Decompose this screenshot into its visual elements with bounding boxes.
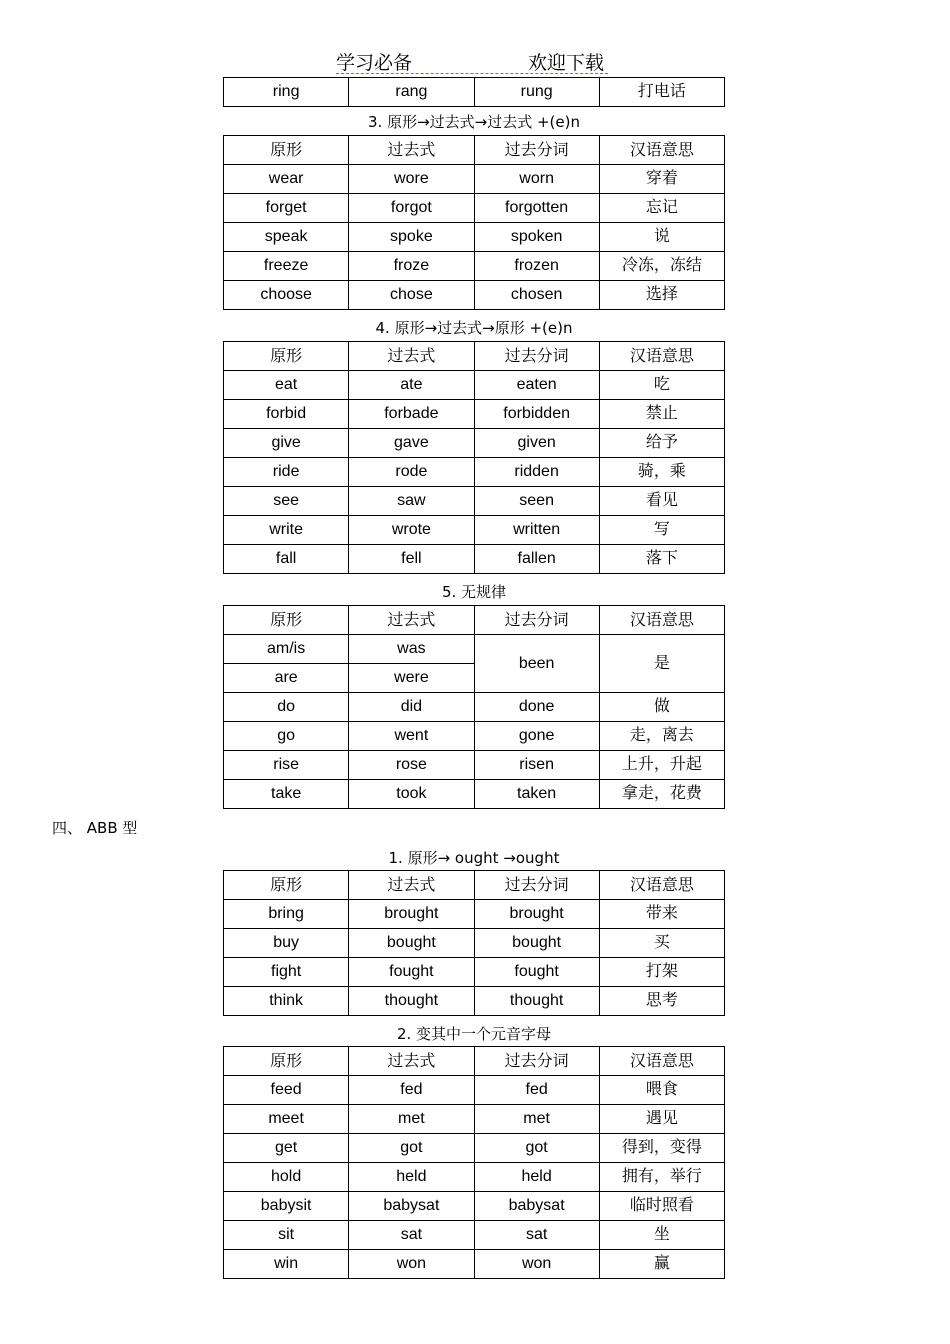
- cell-chinese-meaning: 忘记: [599, 194, 724, 223]
- cell-base-form: hold: [224, 1163, 349, 1192]
- header-past-tense: 过去式: [349, 342, 474, 371]
- header-past-participle: 过去分词: [474, 871, 599, 900]
- table-row: [224, 429, 725, 458]
- header-base-form: 原形: [224, 136, 349, 165]
- table-row: [224, 78, 725, 107]
- cell-base-form: fight: [224, 958, 349, 987]
- table-row: [224, 487, 725, 516]
- table-header-row: [224, 1047, 725, 1076]
- cell-chinese-meaning: 上升，升起: [599, 751, 724, 780]
- cell-past-participle: seen: [474, 487, 599, 516]
- section-title-abb: 四、 ABB 型: [52, 819, 138, 837]
- table-row: [224, 545, 725, 574]
- cell-past-tense: won: [349, 1250, 474, 1279]
- table-row: [224, 281, 725, 310]
- cell-past-participle: brought: [474, 900, 599, 929]
- cell-past-tense: held: [349, 1163, 474, 1192]
- cell-past-tense: forgot: [349, 194, 474, 223]
- header-chinese-meaning: 汉语意思: [599, 606, 724, 635]
- caption-ought: 1. 原形→ ought →ought: [388, 849, 560, 867]
- cell-base-form: feed: [224, 1076, 349, 1105]
- verb-table-pattern-4: [223, 341, 725, 574]
- table-row: [224, 252, 725, 281]
- header-past-participle: 过去分词: [474, 342, 599, 371]
- cell-base-form: freeze: [224, 252, 349, 281]
- cell-base-form: meet: [224, 1105, 349, 1134]
- cell-base-form: eat: [224, 371, 349, 400]
- table-row: [224, 165, 725, 194]
- cell-base-form: buy: [224, 929, 349, 958]
- header-past-tense: 过去式: [349, 606, 474, 635]
- cell-past-participle: held: [474, 1163, 599, 1192]
- table-row: [224, 693, 725, 722]
- caption-pattern-4: 4. 原形→过去式→原形 +(e)n: [375, 319, 573, 337]
- table-header-row: [224, 136, 725, 165]
- verb-table-pattern-3: [223, 135, 725, 310]
- cell-chinese-meaning: 赢: [599, 1250, 724, 1279]
- table-row: [224, 1163, 725, 1192]
- header-past-tense: 过去式: [349, 1047, 474, 1076]
- cell-chinese-meaning: 说: [599, 223, 724, 252]
- cell-chinese-meaning: 选择: [599, 281, 724, 310]
- cell-base-form: choose: [224, 281, 349, 310]
- cell-chinese-meaning: 带来: [599, 900, 724, 929]
- cell-past-tense: fought: [349, 958, 474, 987]
- table-row: [224, 751, 725, 780]
- cell-past-participle: won: [474, 1250, 599, 1279]
- cell-past-tense: spoke: [349, 223, 474, 252]
- table-row: [224, 958, 725, 987]
- header-past-participle: 过去分词: [474, 1047, 599, 1076]
- table-row: [224, 722, 725, 751]
- cell-past-participle: gone: [474, 722, 599, 751]
- cell-base-form: win: [224, 1250, 349, 1279]
- cell-past-participle: done: [474, 693, 599, 722]
- cell-chinese-meaning: 走，离去: [599, 722, 724, 751]
- cell-past-participle: risen: [474, 751, 599, 780]
- cell-past-tense: took: [349, 780, 474, 809]
- cell-past-participle: forbidden: [474, 400, 599, 429]
- table-row: [224, 458, 725, 487]
- header-chinese-meaning: 汉语意思: [599, 871, 724, 900]
- header-past-participle: 过去分词: [474, 606, 599, 635]
- caption-pattern-3: 3. 原形→过去式→过去式 +(e)n: [368, 113, 580, 131]
- cell-base-form: ride: [224, 458, 349, 487]
- cell-chinese-meaning: 坐: [599, 1221, 724, 1250]
- header-right-text: 欢迎下载: [528, 52, 605, 74]
- cell-base-form: give: [224, 429, 349, 458]
- cell-base-form: bring: [224, 900, 349, 929]
- cell-past-tense: froze: [349, 252, 474, 281]
- cell-past-participle: been: [474, 635, 599, 693]
- table-row: [224, 1134, 725, 1163]
- cell-base-form: get: [224, 1134, 349, 1163]
- cell-past-tense: ate: [349, 371, 474, 400]
- cell-past-tense: wrote: [349, 516, 474, 545]
- cell-past-tense: gave: [349, 429, 474, 458]
- header-base-form: 原形: [224, 606, 349, 635]
- table-row: [224, 1105, 725, 1134]
- cell-chinese-meaning: 落下: [599, 545, 724, 574]
- table-row: [224, 635, 725, 664]
- cell-chinese-meaning: 买: [599, 929, 724, 958]
- cell-past-tense: met: [349, 1105, 474, 1134]
- cell-base-form: speak: [224, 223, 349, 252]
- cell-chinese-meaning: 喂食: [599, 1076, 724, 1105]
- cell-chinese-meaning: 看见: [599, 487, 724, 516]
- cell-past-tense: got: [349, 1134, 474, 1163]
- cell-past-tense: fell: [349, 545, 474, 574]
- cell-past-participle: thought: [474, 987, 599, 1016]
- cell-past-participle: fought: [474, 958, 599, 987]
- cell-base-form: are: [224, 664, 349, 693]
- cell-base-form: forget: [224, 194, 349, 223]
- cell-past-participle: fallen: [474, 545, 599, 574]
- header-past-participle: 过去分词: [474, 136, 599, 165]
- cell-chinese-meaning: 得到，变得: [599, 1134, 724, 1163]
- cell-past-participle: got: [474, 1134, 599, 1163]
- caption-irregular: 5. 无规律: [441, 583, 507, 601]
- header-chinese-meaning: 汉语意思: [599, 1047, 724, 1076]
- cell-past-participle: taken: [474, 780, 599, 809]
- cell-chinese-meaning: 穿着: [599, 165, 724, 194]
- cell-past-tense: rode: [349, 458, 474, 487]
- cell-chinese-meaning: 禁止: [599, 400, 724, 429]
- verb-table-vowel-change: [223, 1046, 725, 1279]
- cell-chinese-meaning: 给予: [599, 429, 724, 458]
- cell-base-form: forbid: [224, 400, 349, 429]
- cell-chinese-meaning: 打电话: [599, 78, 724, 107]
- cell-chinese-meaning: 是: [599, 635, 724, 693]
- cell-past-participle: ridden: [474, 458, 599, 487]
- header-dashed-underline: [336, 73, 608, 74]
- table-row: [224, 1250, 725, 1279]
- cell-past-tense: rose: [349, 751, 474, 780]
- cell-past-participle: babysat: [474, 1192, 599, 1221]
- page-header: [336, 46, 612, 76]
- table-header-row: [224, 342, 725, 371]
- cell-chinese-meaning: 冷冻，冻结: [599, 252, 724, 281]
- table-row: [224, 194, 725, 223]
- cell-past-tense: did: [349, 693, 474, 722]
- header-base-form: 原形: [224, 1047, 349, 1076]
- cell-base-form: write: [224, 516, 349, 545]
- cell-past-participle: given: [474, 429, 599, 458]
- header-past-tense: 过去式: [349, 136, 474, 165]
- table-row: [224, 371, 725, 400]
- cell-past-participle: bought: [474, 929, 599, 958]
- cell-chinese-meaning: 吃: [599, 371, 724, 400]
- cell-past-tense: brought: [349, 900, 474, 929]
- cell-chinese-meaning: 拥有，举行: [599, 1163, 724, 1192]
- header-left-text: 学习必备: [336, 52, 413, 74]
- header-chinese-meaning: 汉语意思: [599, 342, 724, 371]
- cell-past-participle: frozen: [474, 252, 599, 281]
- cell-chinese-meaning: 遇见: [599, 1105, 724, 1134]
- cell-past-participle: met: [474, 1105, 599, 1134]
- header-past-tense: 过去式: [349, 871, 474, 900]
- cell-chinese-meaning: 临时照看: [599, 1192, 724, 1221]
- table-row: [224, 780, 725, 809]
- table-row: [224, 1221, 725, 1250]
- table-row: [224, 223, 725, 252]
- cell-past-participle: chosen: [474, 281, 599, 310]
- cell-past-participle: fed: [474, 1076, 599, 1105]
- cell-chinese-meaning: 骑，乘: [599, 458, 724, 487]
- header-base-form: 原形: [224, 342, 349, 371]
- cell-base-form: babysit: [224, 1192, 349, 1221]
- cell-past-participle: eaten: [474, 371, 599, 400]
- cell-past-tense: chose: [349, 281, 474, 310]
- cell-base-form: rise: [224, 751, 349, 780]
- cell-chinese-meaning: 思考: [599, 987, 724, 1016]
- table-header-row: [224, 606, 725, 635]
- cell-base-form: ring: [224, 78, 349, 107]
- cell-base-form: fall: [224, 545, 349, 574]
- table-row: [224, 516, 725, 545]
- cell-past-tense: wore: [349, 165, 474, 194]
- cell-past-participle: rung: [474, 78, 599, 107]
- cell-past-participle: sat: [474, 1221, 599, 1250]
- cell-chinese-meaning: 写: [599, 516, 724, 545]
- header-base-form: 原形: [224, 871, 349, 900]
- cell-past-tense: rang: [349, 78, 474, 107]
- cell-past-participle: written: [474, 516, 599, 545]
- cell-chinese-meaning: 拿走，花费: [599, 780, 724, 809]
- cell-past-tense: fed: [349, 1076, 474, 1105]
- cell-past-tense: babysat: [349, 1192, 474, 1221]
- cell-base-form: see: [224, 487, 349, 516]
- verb-table-irregular: [223, 605, 725, 809]
- cell-past-tense: saw: [349, 487, 474, 516]
- cell-base-form: think: [224, 987, 349, 1016]
- verb-table-continued: [223, 77, 725, 107]
- cell-base-form: go: [224, 722, 349, 751]
- cell-chinese-meaning: 做: [599, 693, 724, 722]
- cell-past-tense: was: [349, 635, 474, 664]
- table-row: [224, 929, 725, 958]
- table-row: [224, 987, 725, 1016]
- table-row: [224, 900, 725, 929]
- cell-chinese-meaning: 打架: [599, 958, 724, 987]
- cell-past-tense: sat: [349, 1221, 474, 1250]
- cell-past-tense: thought: [349, 987, 474, 1016]
- cell-past-tense: bought: [349, 929, 474, 958]
- cell-base-form: am/is: [224, 635, 349, 664]
- cell-past-participle: forgotten: [474, 194, 599, 223]
- cell-base-form: take: [224, 780, 349, 809]
- cell-base-form: sit: [224, 1221, 349, 1250]
- cell-base-form: do: [224, 693, 349, 722]
- cell-base-form: wear: [224, 165, 349, 194]
- cell-past-participle: spoken: [474, 223, 599, 252]
- cell-past-tense: went: [349, 722, 474, 751]
- cell-past-tense: forbade: [349, 400, 474, 429]
- table-row: [224, 1076, 725, 1105]
- cell-past-participle: worn: [474, 165, 599, 194]
- table-header-row: [224, 871, 725, 900]
- header-chinese-meaning: 汉语意思: [599, 136, 724, 165]
- cell-past-tense: were: [349, 664, 474, 693]
- caption-vowel-change: 2. 变其中一个元音字母: [396, 1025, 552, 1043]
- table-row: [224, 1192, 725, 1221]
- table-row: [224, 400, 725, 429]
- verb-table-ought: [223, 870, 725, 1016]
